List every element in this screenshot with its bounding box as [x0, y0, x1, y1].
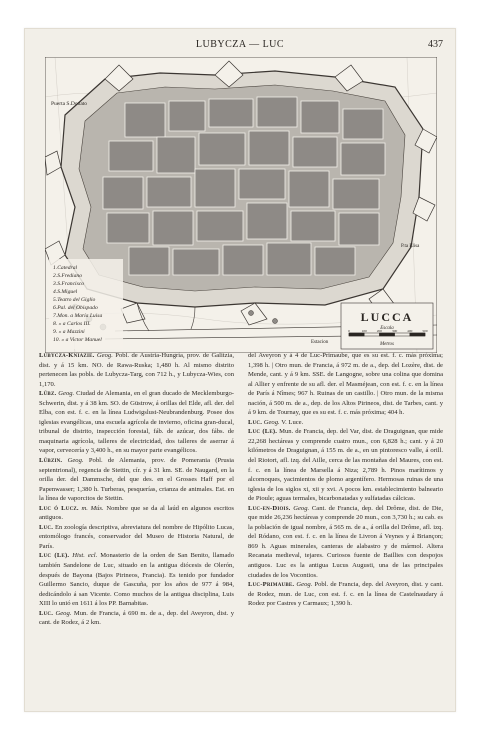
dictionary-entry: Luc (Le). Mun. de Francia, dep. del Var, dist. de Draguignan, que mide 22,268 hectáreas y comprende cuatro mun., con 6,828 h.; cant. y á 20 kilómetros de Draguignan, á 155 m. de a., en un pintoresco valle, á orill. del Riotort, afl. izq. del Aille, cerca de las montañas del Maures, con est. f. c. en la línea de Marsella á Niza; 2,789 h. Pinos marítimos y alcornoques, yacimientos de plomo argentífero. Hermosas ruinas de una iglesia de los siglos xi, xii y xvi. A pocos km. establecimiento balneario de Pioule; aguas termales, bicarbonatadas y sulfatadas cálcicas. [248, 428, 443, 503]
dictionary-entry: Lubycza-Kniazie. Geog. Pobl. de Austria-Hungría, prov. de Galitzia, dist. y á 15 km. NO. de Rawa-Ruska; 1,480 h. Al mismo distrito pertenecen las pobls. de Lubycza-Targ, con 712 h., y Lubycza-Wies, con 1,170. [39, 352, 234, 388]
map-scale-caption: Escala [380, 326, 394, 331]
dictionary-entry: Luc. Geog. Mun. de Francia, á 690 m. de a., dep. del Aveyron, dist. y cant. de Rodez, á 2 km. [39, 609, 234, 627]
scale-tick: 100 [361, 329, 367, 333]
running-title: LUBYCZA — LUC [195, 39, 285, 50]
right-column [248, 351, 443, 701]
dictionary-entry: Luc ó Lucz. m. Mús. Nombre que se da al laúd en algunos escritos antiguos. [39, 504, 234, 522]
dictionary-entry: Luc. Geog. V. Luce. [248, 418, 304, 426]
scale-tick: 400 [407, 329, 413, 333]
legend-item: 9. » a Mazzini [53, 329, 85, 335]
dictionary-entry: Luc-Primaube. Geog. Pobl. de Francia, dep. del Aveyron, dist. y cant. de Rodez, mun. de Luc, con est. f. c. en la línea de Castelnaudary á Rodez por Castres y Carmaux; 1,390 h. [248, 581, 443, 608]
label-estacion: Estacion [311, 340, 329, 345]
scale-tick: 300 [391, 329, 398, 333]
legend-item: 7.Mon. a María Luisa [53, 313, 103, 319]
legend-item: 5.Teatro del Giglio [53, 297, 96, 303]
map-scale-unit: Metros [380, 342, 394, 347]
scale-tick: 200 [376, 329, 383, 333]
left-column [39, 351, 234, 701]
dictionary-entry: Luc. En zoología descriptiva, abreviatura del nombre de Hipólito Lucas, entomólogo francés, conservador del Museo de Historia Natural, de París. [39, 523, 234, 550]
label-puerta: Puerta S.Donato [51, 101, 88, 107]
scale-bar [349, 333, 425, 336]
map-title: LUCCA [360, 310, 414, 324]
legend-item: 6.Pal. del Obispado [53, 305, 98, 311]
dictionary-entry: Lübz. Geog. Ciudad de Alemania, en el gran ducado de Mecklemburgo-Schwerin, dist. y á 38 km. SO. de Güstrow, á orillas del Elde, afl. der. del Elba, con est. f. c. en la línea Ludwigslust-Neubrandenburg. Posee dos iglesias evangélicas, una escuela agrícola de invierno, oficina gran-ducal, tribunal de distrito, inspección forestal, fáb. de azúcar, dos fábs. de maquinaria agrícola, talleres de electricidad, dos talleres de aserrar á vapor, cervecería y 3,400 h., en su mayor parte evangélicos. [39, 390, 234, 455]
legend-item: 4.S.Miguel [53, 289, 78, 295]
dictionary-entry: Luc-en-Diois. Geog. Cant. de Francia, dep. del Drôme, dist. de Die, que mide 26,236 hectáreas y comprende 20 mun., con 3,730 h.; su cab. es la población de igual nombre, á 565 m. de a., á orilla del Drôme, afl. izq. del Ródano, con est. f. c. en la línea de Livron á Veynes y á Briançon; 869 h. Aguas minerales, canteras de alabastro y de mármol. Altera Recanata medieval, tejares. Curiosos fuente de Baillies con despojos antiguos. Luc es la antigua Lucus Augusti, una de las principales ciudades de los Vocontios. [248, 504, 443, 579]
lucca-city-map [45, 57, 437, 353]
map-legend [49, 259, 123, 349]
dictionary-entry: del Aveyron y á 4 de Luc-Primaube, que es su est. f. c. más próxima; 1,398 h. | Otro mun. de Francia, á 972 m. de a., dep. del Lozère, dist. de Mende, cant. y á 9 km. SSE. de Langogne, sobre una colina que domina al Allier y enfrente de su afl. der. el Masméjean, con est. f. c. en la línea de París á Nîmes; 967 h. Ruinas de un castillo. | Otro mun. de la misma nación, á 500 m. de a., dep. de los Altos Pirineos, dist. de Tarbes, cant. y á 9 km. de Tournay, que es su est. f. c. más próxima; 404 h. [248, 352, 443, 417]
dictionary-entry: Lübzin. Geog. Pobl. de Alemania, prov. de Pomerania (Prusia septentrional), regencia de Stettin, cír. y á 31 km. SE. de Naugard, en la orilla der. del Dammsche, del que des. en el Grosses Haff por el Papenwasser; 1,380 h. Turberas, pesquerías, crianza de animales. Est. en la línea de vaporcitos de Stettin. [39, 457, 234, 503]
label-puerta-elisa: P.ta Elisa [401, 244, 420, 249]
legend-item: 3.S.Francisco [53, 281, 85, 287]
page-header [25, 39, 455, 55]
legend-item: 10. » a Victor Manuel [53, 337, 102, 343]
dictionary-text [39, 351, 443, 701]
scale-tick: 0 [348, 329, 350, 333]
book-page [24, 28, 456, 712]
legend-item: 8. » a Carlos III. [53, 321, 91, 327]
legend-item: 2.S.Frediano [53, 273, 83, 279]
dictionary-entry: Luc (Le). Hist. ecl. Monasterio de la orden de San Benito, llamado también Sandelone de Luc, situado en la antigua diócesis de Olerón, después de Bayona (Bajos Pirineos, Francia). Es tenido por fundador Guillermo Sancio, duque de Gascuña, por los años de 977 á 984, dedicándolo á san Vicente. Como muchos de la antigua disciplina, Luis XIII lo unió en 1611 á los PP. Barnabitas. [39, 552, 234, 608]
scale-tick: 500 [422, 329, 428, 333]
page-number: 437 [428, 39, 443, 50]
legend-item: 1.Catedral [53, 265, 78, 271]
map-cartouche [341, 303, 433, 349]
